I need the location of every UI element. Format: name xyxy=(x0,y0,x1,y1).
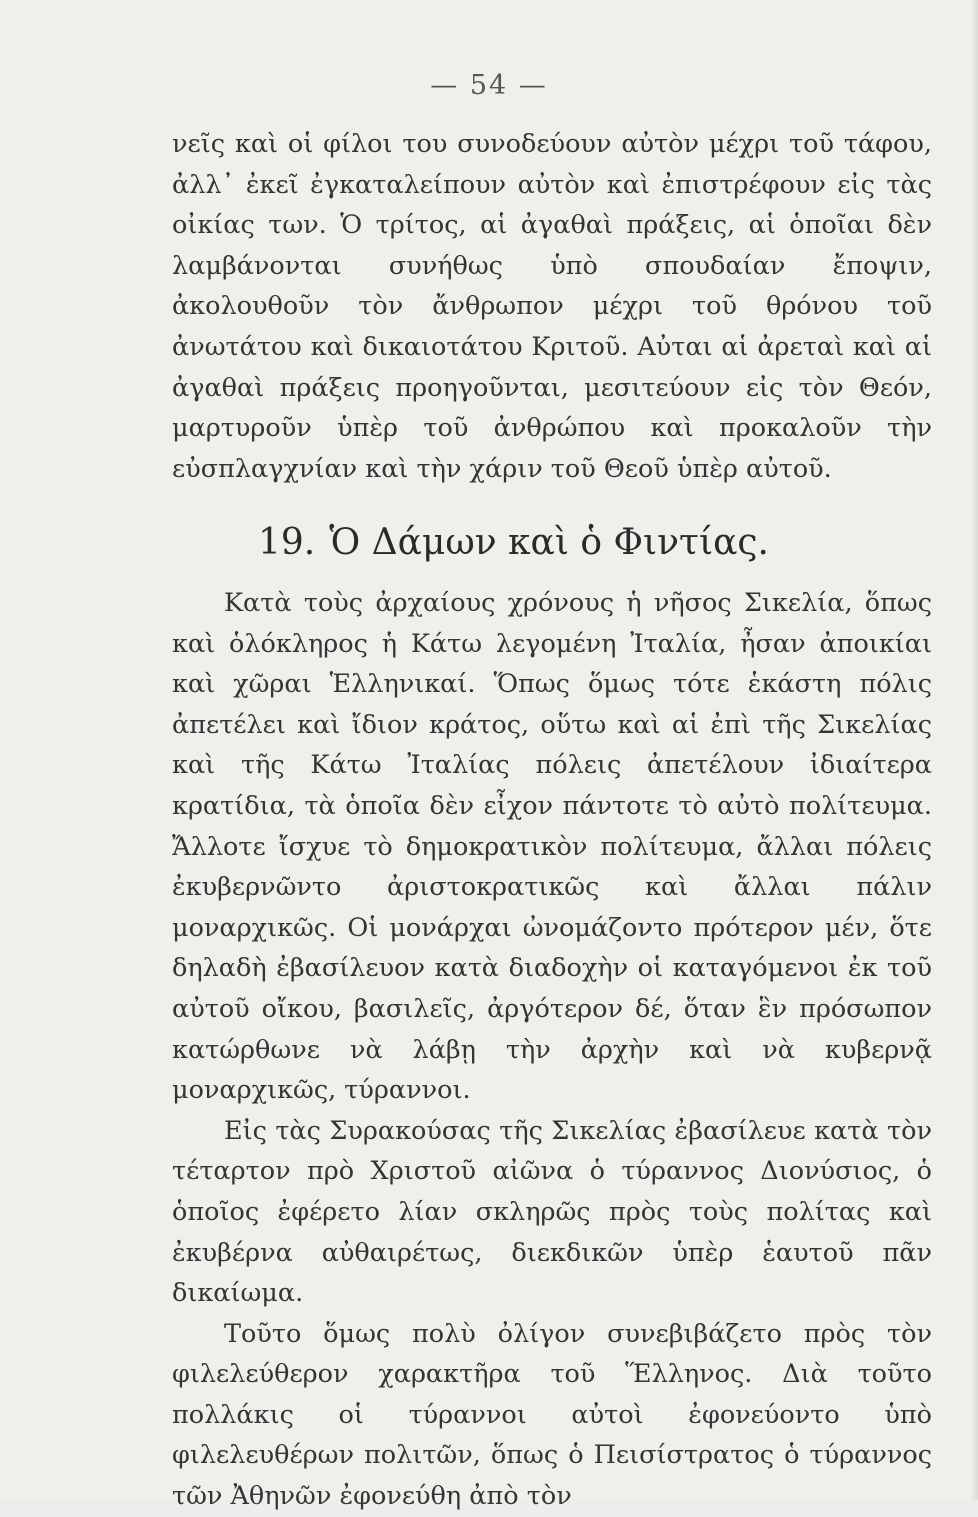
paragraph: Τοῦτο ὅμως πολὺ ὀλίγον συνεβιβάζετο πρὸς τὸν φιλελεύθερον χαρακτῆρα τοῦ Ἕλληνος. Διὰ τοῦτο πολλάκις οἱ τύραννοι αὐτοὶ ἐφονεύοντο ὑπὸ φιλελευθέρων πολιτῶν, ὅπως ὁ Πεισίστρατος ὁ τύραννος τῶν Ἀθηνῶν ἐφονεύθη ἀπὸ τὸν xyxy=(172,1318,932,1512)
section-number: 19. xyxy=(258,522,316,563)
section-title: Ὁ Δάμων καὶ ὁ Φιντίας. xyxy=(329,522,769,563)
paragraph: νεῖς καὶ οἱ φίλοι του συνοδεύουν αὐτὸν μέχρι τοῦ τάφου, ἀλλ᾽ ἐκεῖ ἐγκαταλείπουν αὐτὸν καὶ ἐπιστρέφουν εἰς τὰς οἰκίας των. Ὁ τρίτος, αἱ ἀγαθαὶ πράξεις, αἱ ὁποῖαι δὲν λαμβάνονται συνήθως ὑπὸ σπουδαίαν ἔποψιν, ἀκολουθοῦν τὸν ἄνθρωπον μέχρι τοῦ θρόνου τοῦ ἀνωτάτου καὶ δικαιοτάτου Κριτοῦ. Αὐται αἱ ἀρεταὶ καὶ αἱ ἀγαθαὶ πράξεις προηγοῦνται, μεσιτεύουν εἰς τὸν Θεόν, μαρτυροῦν ὑπὲρ τοῦ ἀνθρώπου καὶ προκαλοῦν τὴν εὐσπλαγχνίαν καὶ τὴν χάριν τοῦ Θεοῦ ὑπὲρ αὐτοῦ. xyxy=(172,129,932,484)
section-body xyxy=(172,583,932,1517)
continued-text-block xyxy=(172,124,932,489)
paragraph: Κατὰ τοὺς ἀρχαίους χρόνους ἡ νῆσος Σικελία, ὅπως καὶ ὁλόκληρος ἡ Κάτω λεγομένη Ἰταλία, ἦσαν ἀποικίαι καὶ χῶραι Ἑλληνικαί. Ὅπως ὅμως τότε ἑκάστη πόλις ἀπετέλει καὶ ἴδιον κράτος, οὕτω καὶ αἱ ἐπὶ τῆς Σικελίας καὶ τῆς Κάτω Ἰταλίας πόλεις ἀπετέλουν ἰδιαίτερα κρατίδια, τὰ ὁποῖα δὲν εἶχον πάντοτε τὸ αὐτὸ πολίτευμα. Ἄλλοτε ἴσχυε τὸ δημοκρατικὸν πολίτευμα, ἄλλαι πόλεις ἐκυβερνῶντο ἀριστοκρατικῶς καὶ ἄλλαι πάλιν μοναρχικῶς. Οἱ μονάρχαι ὠνομάζοντο πρότερον μέν, ὅτε δηλαδὴ ἐβασίλευον κατὰ διαδοχὴν οἱ καταγόμενοι ἐκ τοῦ αὐτοῦ οἴκου, βασιλεῖς, ἀργότερον δέ, ὅταν ἓν πρόσωπον κατώρθωνε νὰ λάβῃ τὴν ἀρχὴν καὶ νὰ κυβερνᾷ μοναρχικῶς, τύραννοι. xyxy=(172,588,932,1106)
page-number: — 54 — xyxy=(430,70,548,101)
paragraph: Εἰς τὰς Συρακούσας τῆς Σικελίας ἐβασίλευε κατὰ τὸν τέταρτον πρὸ Χριστοῦ αἰῶνα ὁ τύραννος Διονύσιος, ὁ ὁποῖος ἐφέρετο λίαν σκληρῶς πρὸς τοὺς πολίτας καὶ ἐκυβέρνα αὐθαιρέτως, διεκδικῶν ὑπὲρ ἑαυτοῦ πᾶν δικαίωμα. xyxy=(172,1115,932,1309)
paper-edge xyxy=(972,0,978,1500)
section-heading xyxy=(258,522,769,563)
